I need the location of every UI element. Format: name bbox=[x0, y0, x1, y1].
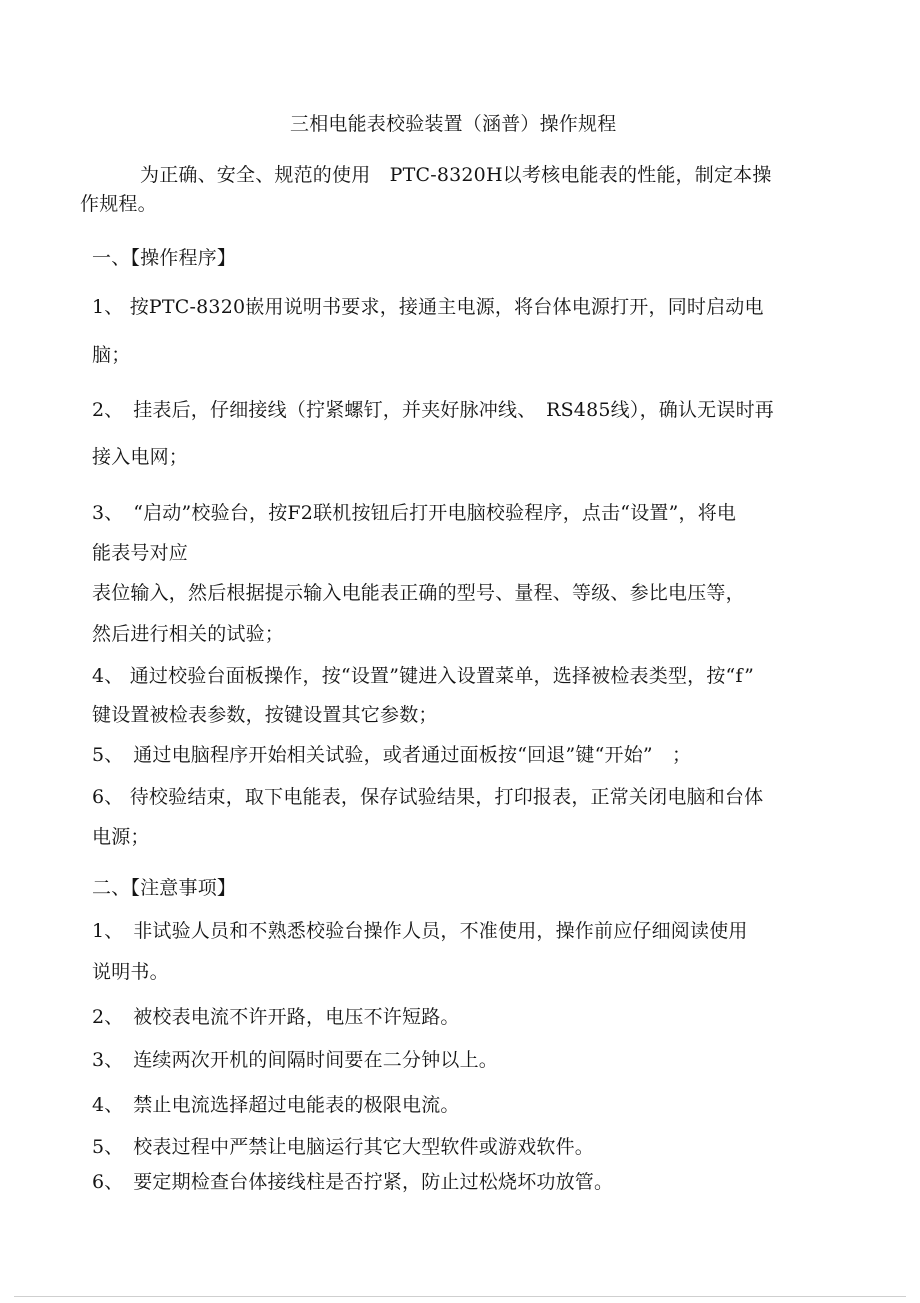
paragraph-line: 3、 “启动”校验台，按F2联机按钮后打开电脑校验程序，点击“设置”，将电 bbox=[92, 502, 737, 524]
paragraph-line: 电源； bbox=[92, 826, 150, 848]
page-bottom-rule bbox=[14, 1296, 906, 1297]
paragraph-line: 脑； bbox=[92, 344, 131, 366]
paragraph-line: 表位输入，然后根据提示输入电能表正确的型号、量程、等级、参比电压等， bbox=[92, 582, 745, 604]
intro-line: 作规程。 bbox=[80, 193, 157, 215]
document-title: 三相电能表校验装置（涵普）操作规程 bbox=[290, 113, 617, 135]
paragraph-line: 1、 非试验人员和不熟悉校验台操作人员，不准使用，操作前应仔细阅读使用 bbox=[92, 920, 748, 942]
paragraph-line: 1、 按PTC-8320嵌用说明书要求，接通主电源，将台体电源打开，同时启动电 bbox=[92, 296, 764, 318]
paragraph-line: 然后进行相关的试验； bbox=[92, 623, 285, 645]
paragraph-line: 2、 挂表后，仔细接线（拧紧螺钉，并夹好脉冲线、 RS485线），确认无误时再 bbox=[92, 399, 774, 421]
paragraph-line: 6、 要定期检查台体接线柱是否拧紧，防止过松烧坏功放管。 bbox=[92, 1171, 614, 1193]
section-heading: 一、【操作程序】 bbox=[92, 247, 237, 269]
paragraph-line: 4、 禁止电流选择超过电能表的极限电流。 bbox=[92, 1094, 460, 1116]
paragraph-line: 6、 待校验结束，取下电能表，保存试验结果，打印报表，正常关闭电脑和台体 bbox=[92, 786, 764, 808]
paragraph-line: 说明书。 bbox=[92, 961, 169, 983]
paragraph-line: 5、 通过电脑程序开始相关试验，或者通过面板按“回退”键“开始” ； bbox=[92, 744, 692, 766]
paragraph-line: 能表号对应 bbox=[92, 542, 189, 564]
paragraph-line: 3、 连续两次开机的间隔时间要在二分钟以上。 bbox=[92, 1049, 498, 1071]
section-heading: 二、【注意事项】 bbox=[92, 877, 237, 899]
paragraph-line: 接入电网； bbox=[92, 446, 189, 468]
paragraph-line: 4、 通过校验台面板操作，按“设置”键进入设置菜单，选择被检表类型，按“f” bbox=[92, 665, 755, 687]
paragraph-line: 5、 校表过程中严禁让电脑运行其它大型软件或游戏软件。 bbox=[92, 1136, 594, 1158]
paragraph-line: 键设置被检表参数，按键设置其它参数； bbox=[92, 704, 438, 726]
paragraph-line: 2、 被校表电流不许开路，电压不许短路。 bbox=[92, 1006, 460, 1028]
intro-line: 为正确、安全、规范的使用 PTC-8320H以考核电能表的性能，制定本操 bbox=[140, 164, 772, 186]
